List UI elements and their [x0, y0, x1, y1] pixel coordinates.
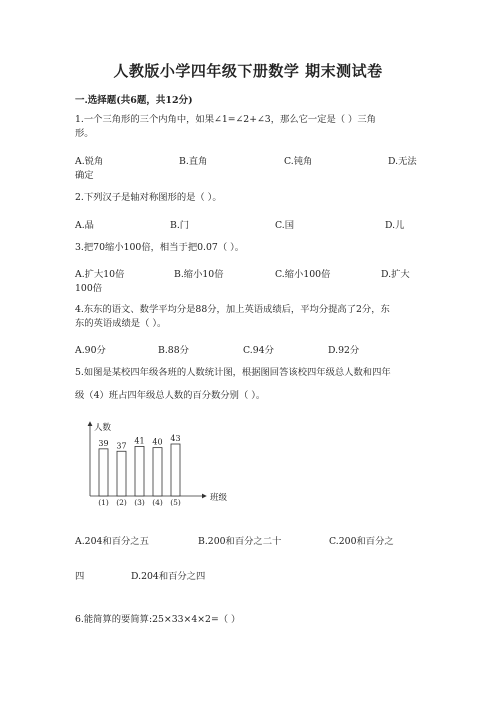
- bar-value-label-1: 39: [98, 438, 109, 448]
- section-heading: 一.选择题(共6题，共12分): [75, 95, 193, 106]
- category-label-3: (3): [134, 498, 145, 506]
- bar-value-label-4: 40: [152, 437, 163, 447]
- bar-value-label-2: 37: [116, 441, 127, 451]
- q5-option-b[interactable]: B.200和百分之二十: [198, 536, 282, 547]
- q3-option-a[interactable]: A.扩大10倍: [75, 269, 125, 280]
- q1-option-d[interactable]: D.无法: [388, 156, 417, 167]
- q3-option-d[interactable]: D.扩大: [381, 269, 410, 280]
- q2-option-a[interactable]: A.晶: [75, 220, 94, 231]
- bar-3: [135, 446, 144, 496]
- q2-text: 2.下列汉子是轴对称图形的是（ ）。: [75, 192, 222, 203]
- bar-4: [153, 448, 162, 496]
- q4-option-a[interactable]: A.90分: [75, 345, 106, 356]
- bar-1: [99, 449, 108, 496]
- class-population-bar-chart: [70, 414, 240, 506]
- page-title: 人教版小学四年级下册数学 期末测试卷: [113, 62, 383, 80]
- q3-option-b[interactable]: B.缩小10倍: [174, 269, 224, 280]
- q2-option-b[interactable]: B.门: [170, 220, 190, 231]
- q5-option-a[interactable]: A.204和百分之五: [75, 536, 149, 547]
- q4-text-line1: 4.东东的语文、数学平均分是88分，加上英语成绩后，平均分提高了2分，东: [75, 304, 390, 315]
- q3-option-d-wrap: 100倍: [75, 283, 103, 294]
- q1-option-b[interactable]: B.直角: [179, 156, 208, 167]
- q5-option-c[interactable]: C.200和百分之: [329, 536, 394, 547]
- q6-text: 6.能简算的要简算:25×33×4×2=（ ）: [75, 614, 241, 625]
- q5-text-line2: 级（4）班占四年级总人数的百分数分别（ ）。: [75, 390, 266, 401]
- bar-value-label-5: 43: [170, 434, 181, 443]
- q4-option-d[interactable]: D.92分: [328, 345, 360, 356]
- y-axis-label: 人数: [94, 423, 112, 433]
- x-axis-label: 班级: [210, 493, 228, 503]
- category-label-1: (1): [98, 498, 109, 506]
- q1-option-d-wrap: 确定: [75, 170, 94, 181]
- q1-text-line1: 1.一个三角形的三个内角中，如果∠1=∠2+∠3，那么它一定是（ ）三角: [75, 114, 376, 125]
- category-label-5: (5): [170, 498, 181, 506]
- category-label-4: (4): [152, 498, 163, 506]
- q5-option-c-wrap: 四: [75, 571, 85, 582]
- bar-2: [117, 451, 126, 496]
- q5-text-line1: 5.如图是某校四年级各班的人数统计图，根据图回答该校四年级总人数和四年: [75, 367, 391, 378]
- q1-option-a[interactable]: A.锐角: [75, 156, 104, 167]
- q1-text-line2: 形。: [75, 128, 94, 139]
- q4-text-line2: 东的英语成绩是（ ）。: [75, 318, 167, 329]
- q2-option-d[interactable]: D.儿: [385, 220, 405, 231]
- q3-text: 3.把70缩小100倍，相当于把0.07（ ）。: [75, 242, 245, 253]
- bar-5: [171, 444, 180, 496]
- bar-value-label-3: 41: [134, 436, 145, 446]
- q2-option-c[interactable]: C.国: [275, 220, 295, 231]
- q3-option-c[interactable]: C.缩小100倍: [275, 269, 331, 280]
- q5-option-d[interactable]: D.204和百分之四: [131, 571, 206, 582]
- q1-option-c[interactable]: C.钝角: [284, 156, 313, 167]
- q4-option-b[interactable]: B.88分: [158, 345, 189, 356]
- category-label-2: (2): [116, 498, 127, 506]
- q4-option-c[interactable]: C.94分: [243, 345, 274, 356]
